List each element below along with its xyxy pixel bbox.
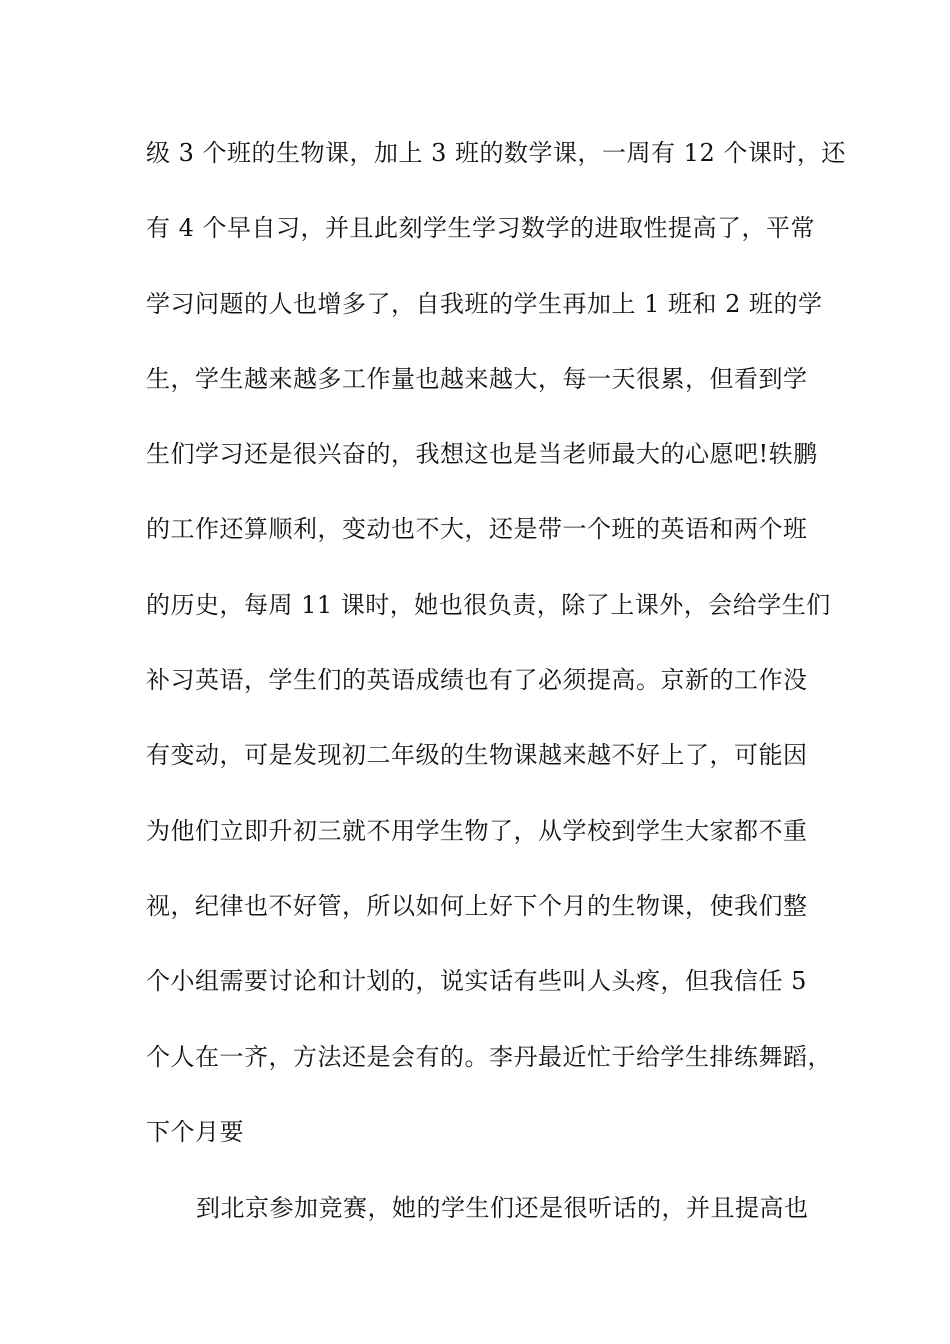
document-body [146,134,846,1264]
text-line: 的工作还算顺利，变动也不大，还是带一个班的英语和两个班 [146,515,808,544]
text-line: 生们学习还是很兴奋的，我想这也是当老师最大的心愿吧!轶鹏 [146,440,818,469]
text-line: 个小组需要讨论和计划的，说实话有些叫人头疼，但我信任 5 [146,967,807,996]
text-line: 生，学生越来越多工作量也越来越大，每一天很累，但看到学 [146,364,808,393]
text-line: 下个月要 [146,1117,244,1146]
text-line: 级 3 个班的生物课，加上 3 班的数学课，一周有 12 个课时，还 [146,139,846,167]
text-line: 的历史，每周 11 课时，她也很负责，除了上课外，会给学生们 [146,590,831,619]
text-line: 为他们立即升初三就不用学生物了，从学校到学生大家都不重 [146,816,808,845]
text-line: 学习问题的人也增多了，自我班的学生再加上 1 班和 2 班的学 [146,289,823,318]
text-line: 个人在一齐，方法还是会有的。李丹最近忙于给学生排练舞蹈， [146,1042,832,1071]
text-line: 有 4 个早自习，并且此刻学生学习数学的进取性提高了，平常 [146,214,816,243]
text-line: 视，纪律也不好管，所以如何上好下个月的生物课，使我们整 [146,891,808,920]
text-line: 补习英语，学生们的英语成绩也有了必须提高。京新的工作没 [146,666,808,695]
paragraph-start-line: 到北京参加竞赛，她的学生们还是很听话的，并且提高也 [196,1193,809,1222]
text-line: 有变动，可是发现初二年级的生物课越来越不好上了，可能因 [146,741,808,770]
